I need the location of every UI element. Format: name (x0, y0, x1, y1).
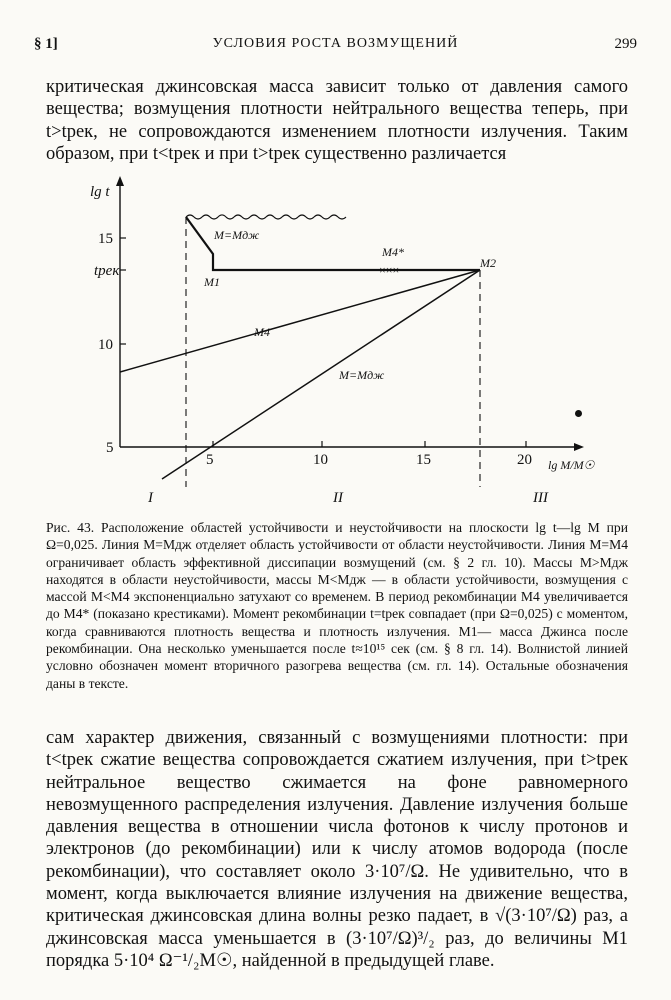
m4-line (120, 270, 480, 372)
label-m4: M4 (254, 325, 270, 339)
figure-caption (46, 519, 628, 692)
bottom-paragraph-text: сам характер движения, связанный с возмущениями плотности: при t<tрек сжатие вещества сопровождается сжатием излучения, при t>tрек нейтральное вещество сжимается на фоне равномерного невозмущенного распределения излучения. Давление излучения больше давления вещества в отношении числа фотонов к числу протонов и электронов (до рекомбинации) или к числу атомов водорода (после рекомбинации), что составляет около 3·10⁷/Ω. Не удивительно, что в момент, когда выключается влияние излучения на движение вещества, критическая джинсовская длина волны резко падает, в √(3·10⁷/Ω) раз, а джинсовская масса уменьшается в (3·10⁷/Ω)³/₂ раз, до величины M1 порядка 5·10⁴ Ω⁻¹/₂M☉, найденной в предыдущей главе. (46, 728, 628, 971)
y-tick-5: 5 (106, 440, 114, 456)
figure-43 (90, 172, 596, 512)
x-axis-label: lg M/M☉ (548, 458, 595, 472)
label-mdzh-upper: M=Mдж (214, 228, 260, 242)
region-II: II (333, 490, 343, 506)
page-number: 299 (614, 36, 637, 52)
y-axis-label: lg t (90, 184, 110, 200)
figure-plot (90, 172, 596, 512)
m4-star-crosses: ××× (379, 263, 400, 277)
caption-text: Расположение областей устойчивости и неустойчивости на плоскости lg t—lg M при Ω=0,025. Линия M=Mдж отделяет область устойчивости от области неустойчивости. Линия M=M4 ограничивает область эффективной диссипации возмущений (см. § 2 гл. 10). Массы M>Mдж находятся в области неустойчивости, массы M<Mдж — в области устойчивости, возмущения с массой M<M4 экспоненциально затухают со временем. В период рекомбинации M4 увеличивается до M4* (показано крестиками). Момент рекомбинации t=tрек совпадает (при Ω=0,025) с моментом, когда сравниваются плотность вещества и плотность излучения. M1— масса Джинса после рекомбинации. Она несколько уменьшается после t≈10¹⁵ сек (см. § 8 гл. 14). Волнистой линией условно обозначен момент вторичного разогрева вещества (см. гл. 14). Остальные обозначения даны в тексте. (46, 520, 628, 691)
y-tick-10: 10 (98, 337, 113, 353)
section-number: § 1] (34, 36, 58, 52)
y-axis-arrow (116, 176, 124, 186)
label-m4-star: M4* (382, 245, 404, 259)
caption-label: Рис. 43. (46, 520, 95, 535)
y-tick-trek: tрек (94, 263, 120, 279)
label-mdzh-lower: M=Mдж (339, 368, 385, 382)
bottom-paragraph (46, 727, 628, 972)
x-tick-15: 15 (416, 452, 431, 468)
x-tick-10: 10 (313, 452, 328, 468)
x-axis-arrow (574, 443, 584, 451)
top-paragraph (46, 76, 628, 165)
reheating-wavy-line (186, 215, 346, 219)
stray-dot (575, 410, 582, 417)
mdzh-upper-line (186, 217, 480, 270)
region-I: I (148, 490, 153, 506)
x-tick-5: 5 (206, 452, 214, 468)
top-paragraph-text: критическая джинсовская масса зависит только от давления самого вещества; возмущения плотности нейтрального вещества теперь, при t>tрек, не сопровождаются изменением плотности излучения. Таким образом, при t<tрек и при t>tрек существенно различается (46, 77, 628, 164)
region-III: III (533, 490, 548, 506)
label-m1: M1 (204, 275, 220, 289)
y-tick-15: 15 (98, 231, 113, 247)
running-title: УСЛОВИЯ РОСТА ВОЗМУЩЕНИЙ (212, 36, 459, 51)
page-header (34, 36, 637, 58)
x-tick-20: 20 (517, 452, 532, 468)
label-m2: M2 (480, 256, 496, 270)
